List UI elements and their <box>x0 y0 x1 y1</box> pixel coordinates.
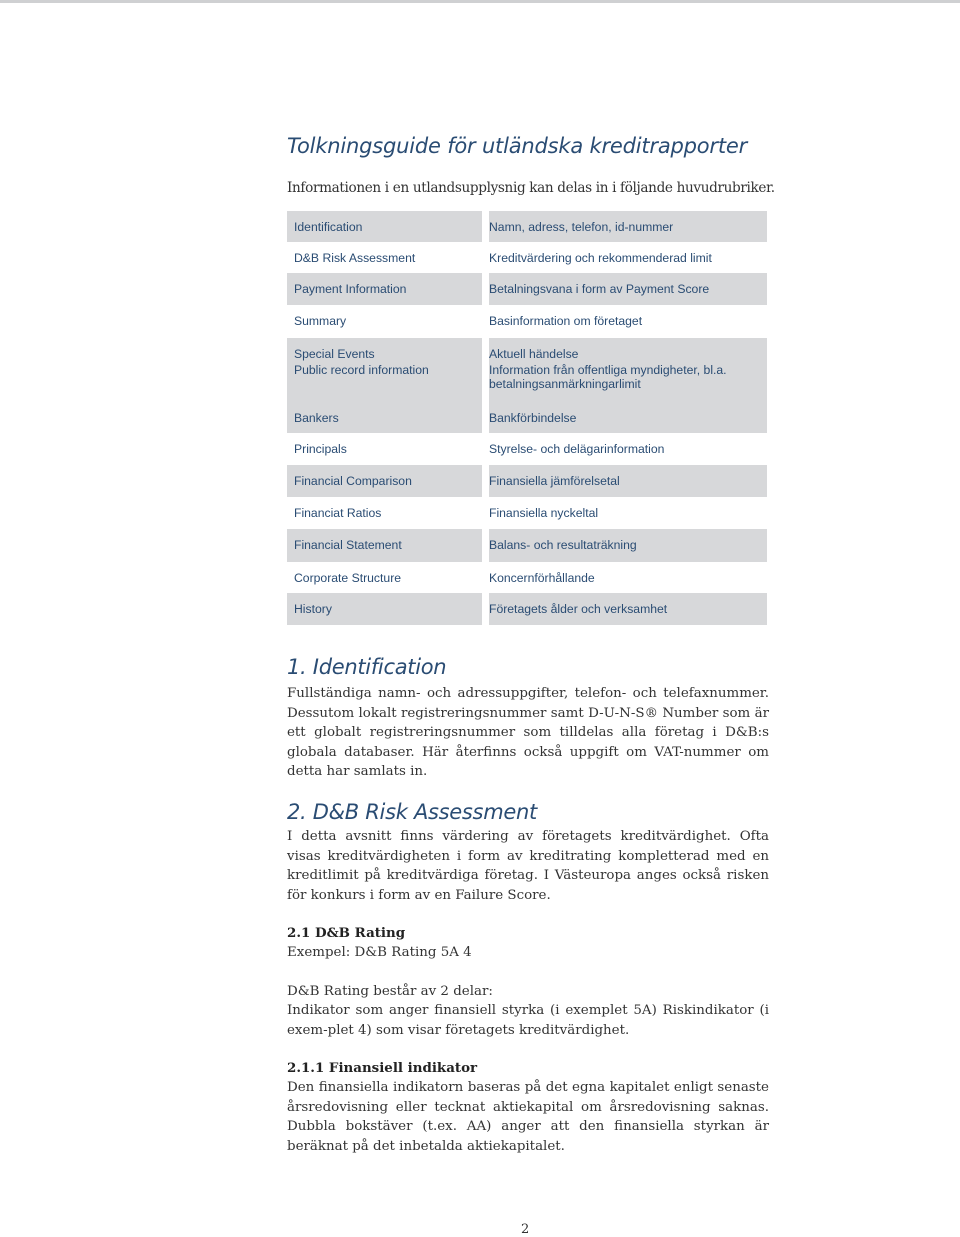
section-heading-identification: 1. Identification <box>287 655 447 679</box>
overview-row <box>287 305 767 338</box>
column-gap <box>482 362 489 402</box>
rating-parts-text: Indikator som anger finansiell styrka (i exemplet 5A) Riskindikator (i exem-plet 4) som visar företagets kreditvärdighet. <box>287 1003 769 1038</box>
overview-swedish-description: Styrelse- och delägarinformation <box>489 442 665 456</box>
overview-english-heading: Financial Statement <box>294 538 402 552</box>
overview-row <box>287 211 767 242</box>
overview-english-heading: Principals <box>294 442 347 456</box>
column-gap <box>482 465 489 497</box>
document-title: Tolkningsguide för utländska kreditrapporter <box>287 134 748 158</box>
overview-swedish-description: Aktuell händelse <box>489 347 579 361</box>
overview-swedish-description: Finansiella nyckeltal <box>489 506 599 520</box>
overview-swedish-description: Information från offentliga myndigheter, bl.a. betalningsanmärkningarlimit <box>489 363 727 391</box>
overview-row <box>287 497 767 529</box>
overview-row <box>287 273 767 305</box>
overview-english-heading: Special Events <box>294 347 375 361</box>
overview-english-heading: Financial Comparison <box>294 474 412 488</box>
overview-swedish-description: Koncernförhållande <box>489 571 595 585</box>
rating-parts-heading: D&B Rating består av 2 delar: <box>287 984 493 999</box>
overview-english-heading: Financiat Ratios <box>294 506 382 520</box>
financial-indicator-text: Den finansiella indikatorn baseras på det egna kapitalet enligt senaste årsredovisning eller tecknat aktiekapital om årsredovisning saknas. Dubbla bokstäver (t.ex. AA) anger att den finansiella styrkan är beräknat på det inbetalda aktiekapitalet. <box>287 1080 769 1154</box>
overview-row <box>287 402 767 433</box>
overview-swedish-description: Namn, adress, telefon, id-nummer <box>489 220 674 234</box>
column-gap <box>482 211 489 242</box>
overview-row <box>287 465 767 497</box>
subheading-rating: 2.1 D&B Rating <box>287 925 406 941</box>
overview-english-heading: Summary <box>294 314 347 328</box>
top-border <box>0 0 960 3</box>
overview-english-heading: Identification <box>294 220 363 234</box>
section-heading-risk-assessment: 2. D&B Risk Assessment <box>287 800 537 824</box>
overview-english-heading: D&B Risk Assessment <box>294 251 416 265</box>
column-gap <box>482 593 489 625</box>
intro-text: Informationen i en utlandsupplysnig kan delas in i följande huvudrubriker. <box>287 180 775 196</box>
subheading-financial-indicator: 2.1.1 Finansiell indikator <box>287 1060 478 1076</box>
overview-english-heading: Public record information <box>294 363 429 377</box>
overview-swedish-description: Bankförbindelse <box>489 411 577 425</box>
overview-table <box>287 211 767 625</box>
column-gap <box>482 273 489 305</box>
overview-english-heading: Bankers <box>294 411 339 425</box>
section-text-identification: Fullständiga namn- och adressuppgifter, telefon- och telefaxnummer. Dessutom lokalt registreringsnummer samt D-U-N-S® Number som är ett globalt registreringsnummer som tilldelas alla företag i D&B:s globala databaser. Här återfinns också uppgift om VAT-nummer om detta har samlats in. <box>287 686 769 780</box>
overview-swedish-description: Betalningsvana i form av Payment Score <box>489 282 710 296</box>
overview-english-heading: History <box>294 602 332 616</box>
overview-swedish-description: Basinformation om företaget <box>489 314 643 328</box>
overview-row <box>287 562 767 593</box>
overview-english-heading: Corporate Structure <box>294 571 402 585</box>
column-gap <box>482 529 489 562</box>
overview-swedish-description: Företagets ålder och verksamhet <box>489 602 668 616</box>
column-gap <box>482 338 489 362</box>
overview-row <box>287 242 767 273</box>
overview-row <box>287 593 767 625</box>
rating-example: Exempel: D&B Rating 5A 4 <box>287 945 472 960</box>
overview-swedish-description: Finansiella jämförelsetal <box>489 474 620 488</box>
overview-swedish-description: Kreditvärdering och rekommenderad limit <box>489 251 712 265</box>
section-text-risk-assessment: I detta avsnitt finns värdering av företagets kreditvärdighet. Ofta visas kreditvärdigheten i form av kreditrating kompletterad med en kreditlimit på kreditvärdiga företag. I Västeuropa anges också risken för konkurs i form av en Failure Score. <box>287 829 769 903</box>
overview-english-heading: Payment Information <box>294 282 407 296</box>
overview-row <box>287 529 767 562</box>
overview-row <box>287 433 767 465</box>
overview-row <box>287 338 767 362</box>
column-gap <box>482 402 489 433</box>
page-number: 2 <box>521 1222 530 1237</box>
overview-swedish-description: Balans- och resultaträkning <box>489 538 637 552</box>
overview-row <box>287 362 767 402</box>
